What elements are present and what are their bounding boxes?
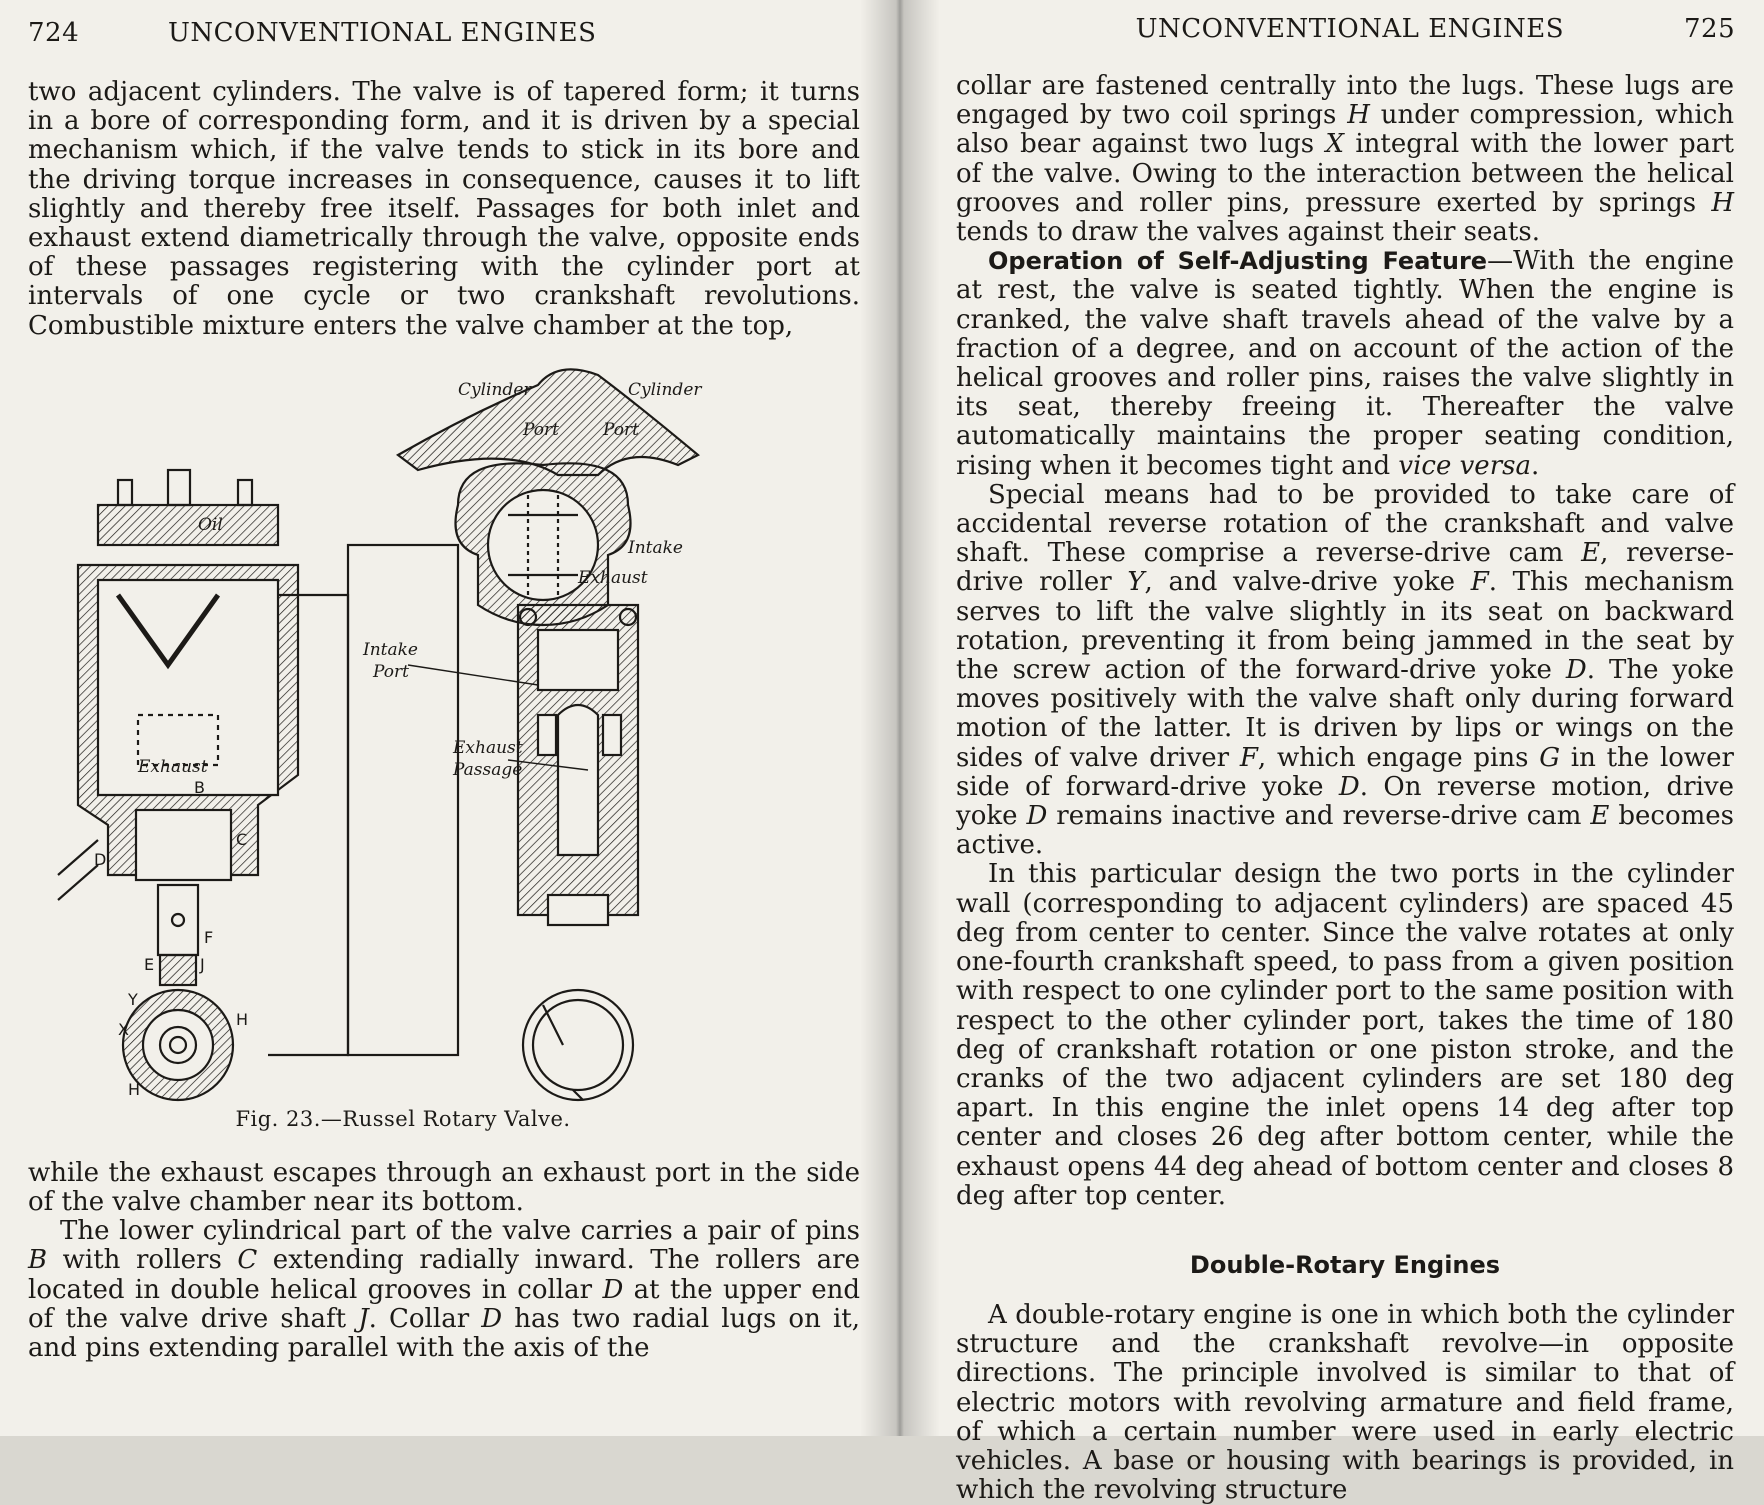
- label-intake-port-2: Port: [373, 661, 409, 682]
- figure-caption: Fig. 23.—Russel Rotary Valve.: [235, 1106, 571, 1131]
- label-J: J: [200, 954, 205, 974]
- self-adjusting-heading: Operation of Self-Adjusting Feature: [988, 247, 1488, 276]
- label-F: F: [204, 927, 214, 947]
- left-paragraph-3: The lower cylindrical part of the valve carries a pair of pins B with rollers C extending radially inward. The rollers are located in double helical grooves in collar D at the upper end of the valve drive shaft J. Collar D has two radial lugs on it, and pins extending parallel with the axis of the: [28, 1216, 860, 1364]
- left-paragraph-top: two adjacent cylinders. The valve is of tapered form; it turns in a bore of corresponding form, and it is driven by a special mechanism which, if the valve tends to stick in its bore and the driving torque increases in consequence, causes it to lift slightly and thereby free itself. Passages for both inlet and exhaust extend diametrically through the valve, opposite ends of these passages registering with the cylinder port at intervals of one cycle or two crankshaft revolutions. Combustible mixture enters the valve chamber at the top,: [28, 77, 860, 341]
- label-exhaust-top: Exhaust: [578, 567, 648, 588]
- right-paragraph-3: Special means had to be provided to take care of accidental reverse rotation of the crankshaft and valve shaft. These comprise a reverse-drive cam E, reverse-drive roller Y, and valve-drive yoke F. This mechanism serves to lift the valve slightly in its seat on backward rotation, preventing it from being jammed in the seat by the screw action of the forward-drive yoke D. The yoke moves positively with the valve shaft only during forward motion of the latter. It is driven by lips or wings on the sides of valve driver F, which engage pins G in the lower side of forward-drive yoke D. On reverse motion, drive yoke D remains inactive and reverse-drive cam E becomes active.: [956, 479, 1735, 861]
- label-D: D: [94, 849, 107, 869]
- label-X: X: [118, 1019, 129, 1039]
- left-page: [0, 0, 900, 1436]
- right-paragraph-5: A double-rotary engine is one in which both the cylinder structure and the crankshaft revolve—in opposite directions. The principle involved is similar to that of electric motors with revolving armature and field frame, of which a certain number were used in early electric vehicles. A base or housing with bearings is provided, in which the revolving structure: [956, 1299, 1734, 1505]
- valve-chamber-body: [58, 470, 458, 1055]
- right-page: [900, 0, 1764, 1505]
- left-running-header: [28, 18, 860, 56]
- rotary-valve-figure: [38, 355, 838, 1155]
- double-rotary-heading: Double-Rotary Engines: [1189, 1250, 1501, 1279]
- label-cylinder-right: Cylinder: [628, 379, 702, 400]
- cylinder-port-section: [398, 369, 698, 625]
- label-C: C: [236, 829, 248, 849]
- label-port-right: Port: [603, 419, 639, 440]
- label-port-left: Port: [523, 419, 559, 440]
- label-oil: Oil: [198, 514, 223, 535]
- right-running-header: [956, 14, 1734, 52]
- left-header-title: UNCONVENTIONAL ENGINES: [168, 18, 597, 48]
- label-E: E: [144, 954, 155, 974]
- valve-section: [518, 605, 638, 1100]
- left-page-number: 724: [28, 18, 80, 48]
- right-page-number: 725: [1684, 14, 1736, 44]
- rotary-valve-drawing: [38, 355, 838, 1135]
- label-Y: Y: [128, 989, 138, 1009]
- book-gutter: [860, 0, 940, 1436]
- label-intake: Intake: [628, 537, 683, 558]
- right-header-title: UNCONVENTIONAL ENGINES: [1135, 14, 1564, 44]
- label-exhaust-left: Exhaust: [138, 756, 208, 777]
- label-H1: H: [236, 1009, 249, 1029]
- right-paragraph-2: Operation of Self-Adjusting Feature—With the engine at rest, the valve is seated tightly. When the engine is cranked, the valve shaft travels ahead of the valve by a fraction of a degree, and on account of the action of the helical grooves and roller pins, raises the valve slightly in its seat, thereby freeing it. Thereafter the valve automatically maintains the proper seating condition, rising when it becomes tight and vice versa.: [956, 246, 1735, 481]
- right-paragraph-1: collar are fastened centrally into the lugs. These lugs are engaged by two coil springs H under compression, which also bear against two lugs X integral with the lower part of the valve. Owing to the interaction between the helical grooves and roller pins, pressure exerted by springs H tends to draw the valves against their seats.: [956, 71, 1734, 248]
- label-B: B: [194, 777, 205, 797]
- label-cylinder-left: Cylinder: [458, 379, 532, 400]
- label-intake-port-1: Intake: [363, 639, 418, 660]
- right-paragraph-4: In this particular design the two ports in the cylinder wall (corresponding to adjacent cylinders) are spaced 45 deg from center to center. Since the valve rotates at only one-fourth crankshaft speed, to pass from a given position with respect to one cylinder port to the same position with respect to the other cylinder port, takes the time of 180 deg of crankshaft rotation or one piston stroke, and the cranks of the two adjacent cylinders are set 180 deg apart. In this engine the inlet opens 14 deg after top center and closes 26 deg after bottom center, while the exhaust opens 44 deg ahead of bottom center and closes 8 deg after top center.: [956, 859, 1734, 1211]
- label-H2: H: [128, 1079, 141, 1099]
- left-paragraph-2: while the exhaust escapes through an exhaust port in the side of the valve chamber near its bottom.: [28, 1157, 860, 1218]
- label-exhaust-passage-1: Exhaust: [453, 737, 523, 758]
- label-exhaust-passage-2: Passage: [453, 759, 523, 780]
